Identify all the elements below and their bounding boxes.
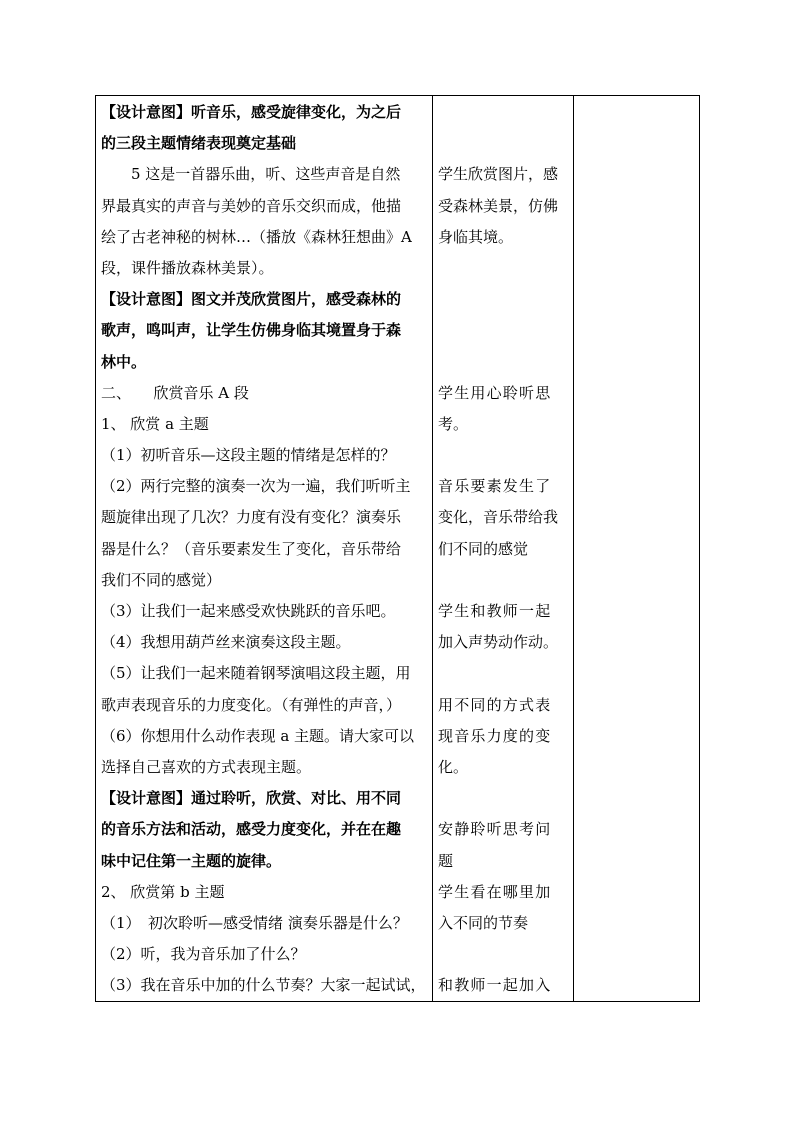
text-line: 5 这是一首器乐曲，听、这些声音是自然: [101, 165, 401, 184]
activity-line: [438, 97, 568, 128]
text-line: 2、 欣赏第 b 主题: [101, 882, 225, 901]
text-line: 的三段主题情绪表现奠定基础: [101, 134, 297, 153]
activity-line: [438, 347, 568, 378]
text-line: （5）让我们一起来随着钢琴演唱这段主题，用: [101, 664, 411, 683]
text-line: 题旋律出现了几次？力度有没有变化？演奏乐: [101, 508, 402, 527]
column-divider-1: [432, 95, 433, 1002]
text-line: （3）让我们一起来感受欢快跳跃的音乐吧。: [101, 602, 396, 620]
text-line: 界最真实的声音与美妙的音乐交织而成，他描: [101, 196, 402, 215]
activity-line: [438, 783, 568, 814]
activity-line: 身临其境。: [438, 227, 514, 246]
text-line: （3）我在音乐中加的什么节奏？大家一起试试，: [101, 976, 426, 995]
text-line: 段，课件播放森林美景）。: [101, 258, 274, 277]
text-line: 绘了古老神秘的树林…（播放《森林狂想曲》A: [101, 227, 412, 246]
text-line: （2）两行完整的演奏一次为一遍，我们听听主: [101, 477, 411, 496]
activity-line: 安静聆听思考问: [438, 820, 552, 839]
text-line: （4）我想用葫芦丝来演奏这段主题。: [101, 633, 351, 652]
text-line: 我们不同的感觉）: [101, 570, 222, 589]
activity-line: [438, 565, 568, 596]
activity-line: 和教师一起加入: [438, 976, 552, 995]
activity-line: 学生欣赏图片，感: [438, 165, 559, 184]
text-line: 林中。: [101, 352, 147, 371]
text-line: （2）听，我为音乐加了什么？: [101, 945, 306, 964]
activity-line: 变化，音乐带给我: [438, 508, 559, 527]
activity-line: [438, 315, 568, 346]
student-activity-column: [438, 97, 568, 1001]
activity-line: [438, 440, 568, 471]
activity-line: 考。: [438, 414, 469, 433]
activity-line: [438, 253, 568, 284]
activity-line: 学生看在哪里加: [438, 882, 552, 901]
activity-line: [438, 128, 568, 159]
activity-line: 现音乐力度的变: [438, 726, 552, 745]
activity-line: [438, 939, 568, 970]
activity-line: 加入声势动作动。: [438, 633, 559, 652]
text-line: 选择自己喜欢的方式表现主题。: [101, 757, 312, 776]
text-line: 味中记住第一主题的旋律。: [101, 851, 282, 870]
text-line: 二、 欣赏音乐 A 段: [101, 383, 249, 402]
text-line: 1、 欣赏 a 主题: [101, 414, 209, 433]
text-line: 歌声表现音乐的力度变化。（有弹性的声音，）: [101, 695, 402, 714]
text-line: 器是什么？（音乐要素发生了变化，音乐带给: [101, 539, 402, 558]
activity-line: 题: [438, 851, 454, 870]
text-line: （1） 初次聆听—感受情绪 演奏乐器是什么？: [101, 913, 408, 932]
activity-line: [438, 284, 568, 315]
activity-line: 用不同的方式表: [438, 695, 552, 714]
column-divider-2: [573, 95, 574, 1002]
text-line: 【设计意图】听音乐，感受旋律变化，为之后: [101, 103, 402, 121]
activity-line: 音乐要素发生了: [438, 477, 552, 496]
activity-line: [438, 658, 568, 689]
text-line: 的音乐方法和活动，感受力度变化，并在在趣: [101, 820, 402, 839]
activity-line: 们不同的感觉: [438, 539, 529, 558]
teaching-process-column: [101, 97, 432, 1001]
activity-line: 学生用心聆听思: [438, 383, 552, 402]
text-line: （6）你想用什么动作表现 a 主题。请大家可以: [101, 726, 415, 745]
text-line: 【设计意图】通过聆听，欣赏、对比、用不同: [101, 789, 402, 808]
activity-line: 入不同的节奏: [438, 913, 529, 932]
text-line: （1）初听音乐—这段主题的情绪是怎样的？: [101, 446, 396, 465]
text-line: 歌声，鸣叫声，让学生仿佛身临其境置身于森: [101, 321, 402, 340]
activity-line: 受森林美景，仿佛: [438, 196, 559, 215]
activity-line: 学生和教师一起: [438, 602, 552, 620]
activity-line: 化。: [438, 757, 469, 776]
text-line: 【设计意图】图文并茂欣赏图片，感受森林的: [101, 290, 402, 309]
